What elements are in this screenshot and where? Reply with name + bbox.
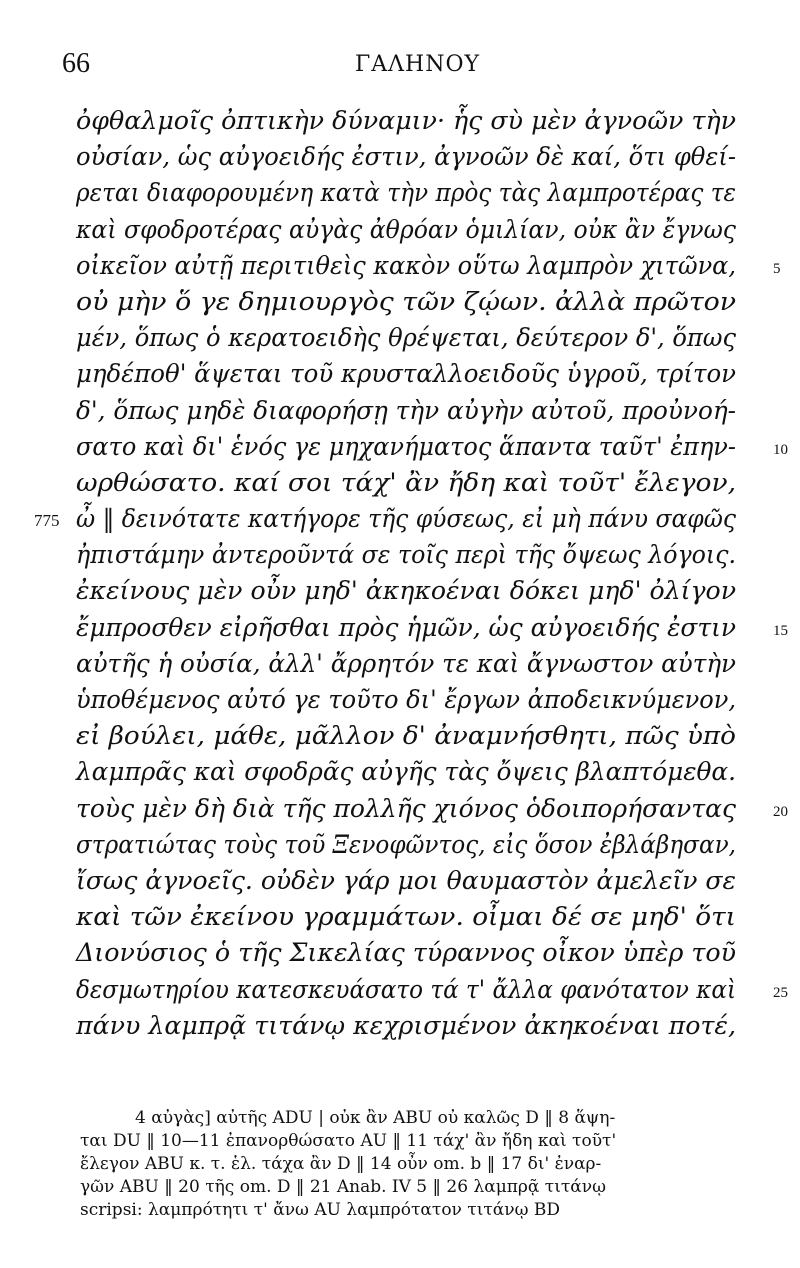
line-text: δεσμωτηρίου κατεσκευάσατο τά τ' ἄλλα φανότατον καὶ xyxy=(76,974,736,1005)
line-number: 20 xyxy=(773,803,788,820)
line-text: οὐ μὴν ὅ γε δημιουργὸς τῶν ζῴων. ἀλλὰ πρῶτον xyxy=(76,286,736,317)
text-line xyxy=(76,935,766,971)
apparatus-line: ται DU ‖ 10—11 ἐπανορθώσατο AU ‖ 11 τάχ' ἂν ἤδη καὶ τοῦτ' xyxy=(80,1131,617,1151)
line-text: σατο καὶ δι' ἑνός γε μηχανήματος ἅπαντα ταῦτ' ἐπην- xyxy=(76,431,736,462)
text-line xyxy=(76,791,788,827)
text-line xyxy=(76,682,766,718)
line-number: 25 xyxy=(773,984,788,1001)
text-line xyxy=(76,610,788,646)
line-text: τοὺς μὲν δὴ διὰ τῆς πολλῆς χιόνος ὁδοιπορήσαντας xyxy=(76,793,736,824)
apparatus-line: ἔλεγον ABU κ. τ. ἑλ. τάχα ἂν D ‖ 14 οὖν om. b ‖ 17 δι' ἐναρ- xyxy=(80,1154,602,1174)
text-line xyxy=(76,573,766,609)
line-text: οἰκεῖον αὐτῇ περιτιθεὶς κακὸν οὕτω λαμπρὸν χιτῶνα, xyxy=(76,250,736,281)
text-line xyxy=(76,1008,766,1044)
text-line xyxy=(76,899,766,935)
text-line xyxy=(76,827,766,863)
line-number: 10 xyxy=(773,441,788,458)
text-line xyxy=(76,320,766,356)
line-text: ἐκείνους μὲν οὖν μηδ' ἀκηκοέναι δόκει μηδ' ὀλίγον xyxy=(76,576,736,607)
line-text: οὐσίαν, ὡς αὐγοειδής ἐστιν, ἀγνοῶν δὲ καί, ὅτι φθεί- xyxy=(76,142,736,173)
text-line xyxy=(76,393,766,429)
line-text: στρατιώτας τοὺς τοῦ Ξενοφῶντος, εἰς ὅσον ἐβλάβησαν, xyxy=(76,829,736,860)
text-line xyxy=(76,175,766,211)
text-line xyxy=(76,139,766,175)
main-text xyxy=(34,103,788,1044)
text-line xyxy=(34,501,766,537)
apparatus-line: γῶν ABU ‖ 20 τῆς om. D ‖ 21 Anab. IV 5 ‖ 26 λαμπρᾷ τιτάνῳ xyxy=(80,1177,606,1197)
line-text: ὀφθαλμοῖς ὀπτικὴν δύναμιν· ἧς σὺ μὲν ἀγνοῶν τὴν xyxy=(76,106,736,136)
text-line xyxy=(76,972,788,1008)
line-text: καὶ σφοδροτέρας αὐγὰς ἀθρόαν ὁμιλίαν, οὐκ ἂν ἔγνως xyxy=(76,214,736,245)
text-line xyxy=(76,863,766,899)
text-line xyxy=(76,537,766,573)
apparatus-line: 4 αὐγὰς] αὐτῆς ADU | οὐκ ἂν ABU οὐ καλῶς D ‖ 8 ἅψη- xyxy=(135,1108,616,1128)
line-text: ὦ ‖ δεινότατε κατήγορε τῆς φύσεως, εἰ μὴ πάνυ σαφῶς xyxy=(76,504,736,535)
line-text: ἴσως ἀγνοεῖς. οὐδὲν γάρ μοι θαυμαστὸν ἀμελεῖν σε xyxy=(76,865,736,896)
line-text: ρεται διαφορουμένη κατὰ τὴν πρὸς τὰς λαμπροτέρας τε xyxy=(76,178,736,209)
page-number: 66 xyxy=(62,48,90,79)
line-text: ἠπιστάμην ἀντεροῦντά σε τοῖς περὶ τῆς ὄψεως λόγοις. xyxy=(76,540,736,571)
text-line xyxy=(76,212,766,248)
text-line xyxy=(76,248,781,284)
line-text: Διονύσιος ὁ τῆς Σικελίας τύραννος οἶκον ὑπὲρ τοῦ xyxy=(76,938,736,969)
line-text: ὑποθέμενος αὐτό γε τοῦτο δι' ἔργων ἀποδεικνύμενον, xyxy=(76,685,736,715)
line-text: μηδέποθ' ἅψεται τοῦ κρυσταλλοειδοῦς ὑγροῦ, τρίτον xyxy=(76,359,736,390)
line-text: δ', ὅπως μηδὲ διαφορήσῃ τὴν αὐγὴν αὐτοῦ, προὐνοή- xyxy=(76,395,736,426)
line-text: μέν, ὅπως ὁ κερατοειδὴς θρέψεται, δεύτερον δ', ὅπως xyxy=(76,323,736,354)
line-text: ἔμπροσθεν εἰρῆσθαι πρὸς ἡμῶν, ὡς αὐγοειδής ἐστιν xyxy=(76,612,736,643)
running-head: ΓΑΛΗΝΟΥ xyxy=(355,52,481,77)
line-text: πάνυ λαμπρᾷ τιτάνῳ κεχρισμένον ἀκηκοέναι ποτέ, xyxy=(76,1010,736,1041)
line-text: λαμπρᾶς καὶ σφοδρᾶς αὐγῆς τὰς ὄψεις βλαπτόμεθα. xyxy=(76,757,736,788)
line-text: καὶ τῶν ἐκείνου γραμμάτων. οἶμαι δέ σε μηδ' ὅτι xyxy=(76,902,736,933)
text-line xyxy=(76,646,766,682)
line-text: αὐτῆς ἡ οὐσία, ἀλλ' ἄρρητόν τε καὶ ἄγνωστον αὐτὴν xyxy=(76,648,736,679)
text-line xyxy=(76,103,766,139)
line-text: ωρθώσατο. καί σοι τάχ' ἂν ἤδη καὶ τοῦτ' ἔλεγον, xyxy=(76,467,736,498)
text-line xyxy=(76,429,788,465)
line-text: εἰ βούλει, μάθε, μᾶλλον δ' ἀναμνήσθητι, πῶς ὑπὸ xyxy=(76,721,736,752)
text-line xyxy=(76,465,766,501)
text-line xyxy=(76,718,766,754)
line-number: 15 xyxy=(773,622,788,639)
text-line xyxy=(76,356,766,392)
critical-apparatus xyxy=(80,1107,760,1222)
line-number: 5 xyxy=(773,260,781,277)
apparatus-line: scripsi: λαμπρότητι τ' ἄνω AU λαμπρότατον τιτάνῳ BD xyxy=(80,1200,560,1220)
text-line xyxy=(76,754,766,790)
text-line xyxy=(76,284,766,320)
reference-number: 775 xyxy=(34,511,60,531)
